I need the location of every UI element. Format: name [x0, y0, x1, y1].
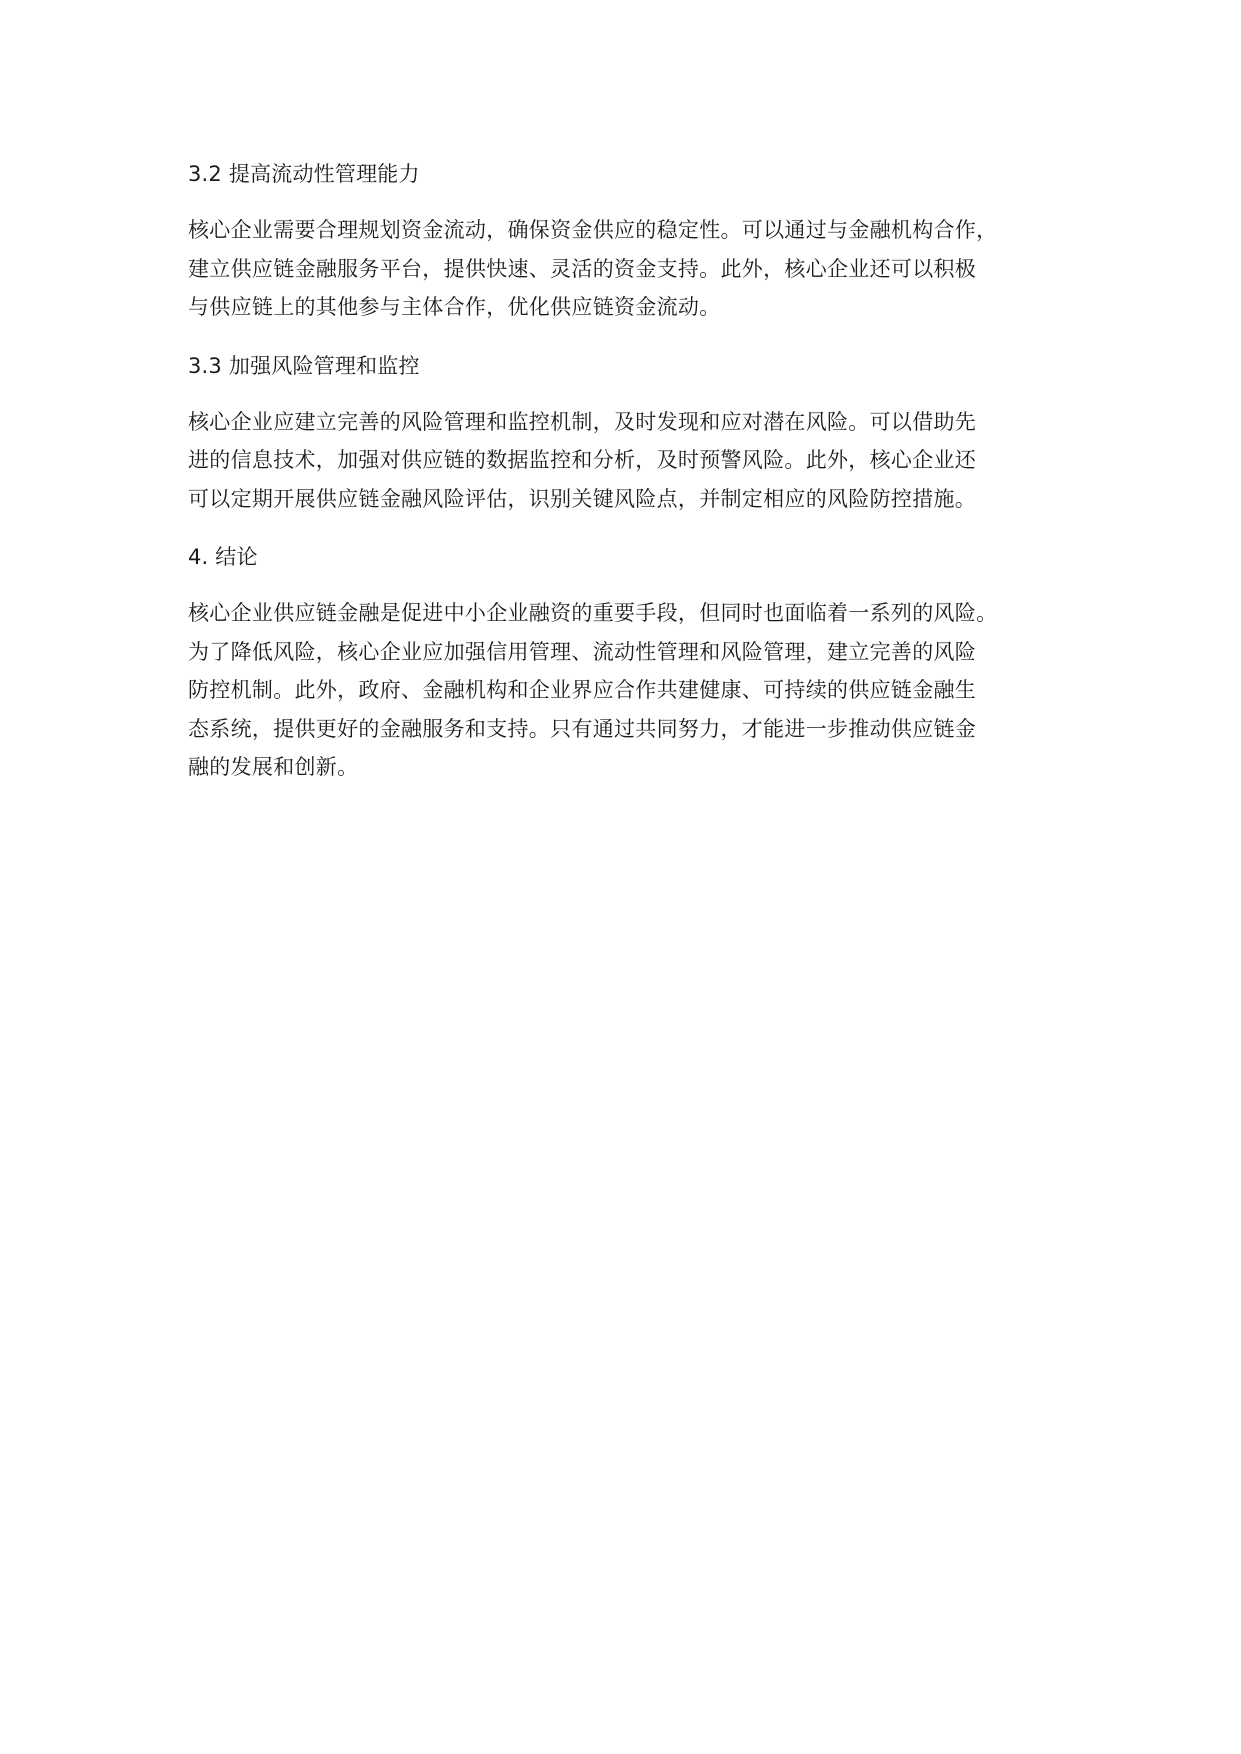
paragraph-line: 进的信息技术，加强对供应链的数据监控和分析，及时预警风险。此外，核心企业还: [188, 448, 977, 472]
document-body: [188, 154, 1078, 787]
section-heading-3-2: 3.2 提高流动性管理能力: [188, 162, 420, 186]
section-heading-4: 4. 结论: [188, 545, 258, 569]
section-heading-3-3: 3.3 加强风险管理和监控: [188, 353, 420, 378]
paragraph-line: 为了降低风险，核心企业应加强信用管理、流动性管理和风险管理，建立完善的风险: [188, 639, 977, 664]
section-paragraph-3-3: [188, 403, 1078, 519]
paragraph-line: 核心企业供应链金融是促进中小企业融资的重要手段，但同时也面临着一系列的风险。: [188, 601, 998, 625]
paragraph-line: 与供应链上的其他参与主体合作，优化供应链资金流动。: [188, 295, 721, 319]
paragraph-line: 融的发展和创新。: [188, 755, 359, 779]
paragraph-line: 态系统，提供更好的金融服务和支持。只有通过共同努力，才能进一步推动供应链金: [188, 716, 977, 741]
paragraph-line: 核心企业需要合理规划资金流动，确保资金供应的稳定性。可以通过与金融机构合作，: [188, 218, 998, 242]
paragraph-line: 可以定期开展供应链金融风险评估，识别关键风险点，并制定相应的风险防控措施。: [188, 486, 977, 511]
section-paragraph-3-2: [188, 211, 1078, 327]
paragraph-line: 核心企业应建立完善的风险管理和监控机制，及时发现和应对潜在风险。可以借助先: [188, 409, 977, 434]
paragraph-line: 建立供应链金融服务平台，提供快速、灵活的资金支持。此外，核心企业还可以积极: [188, 256, 977, 281]
paragraph-line: 防控机制。此外，政府、金融机构和企业界应合作共建健康、可持续的供应链金融生: [188, 678, 977, 702]
section-paragraph-4: [188, 594, 1078, 787]
